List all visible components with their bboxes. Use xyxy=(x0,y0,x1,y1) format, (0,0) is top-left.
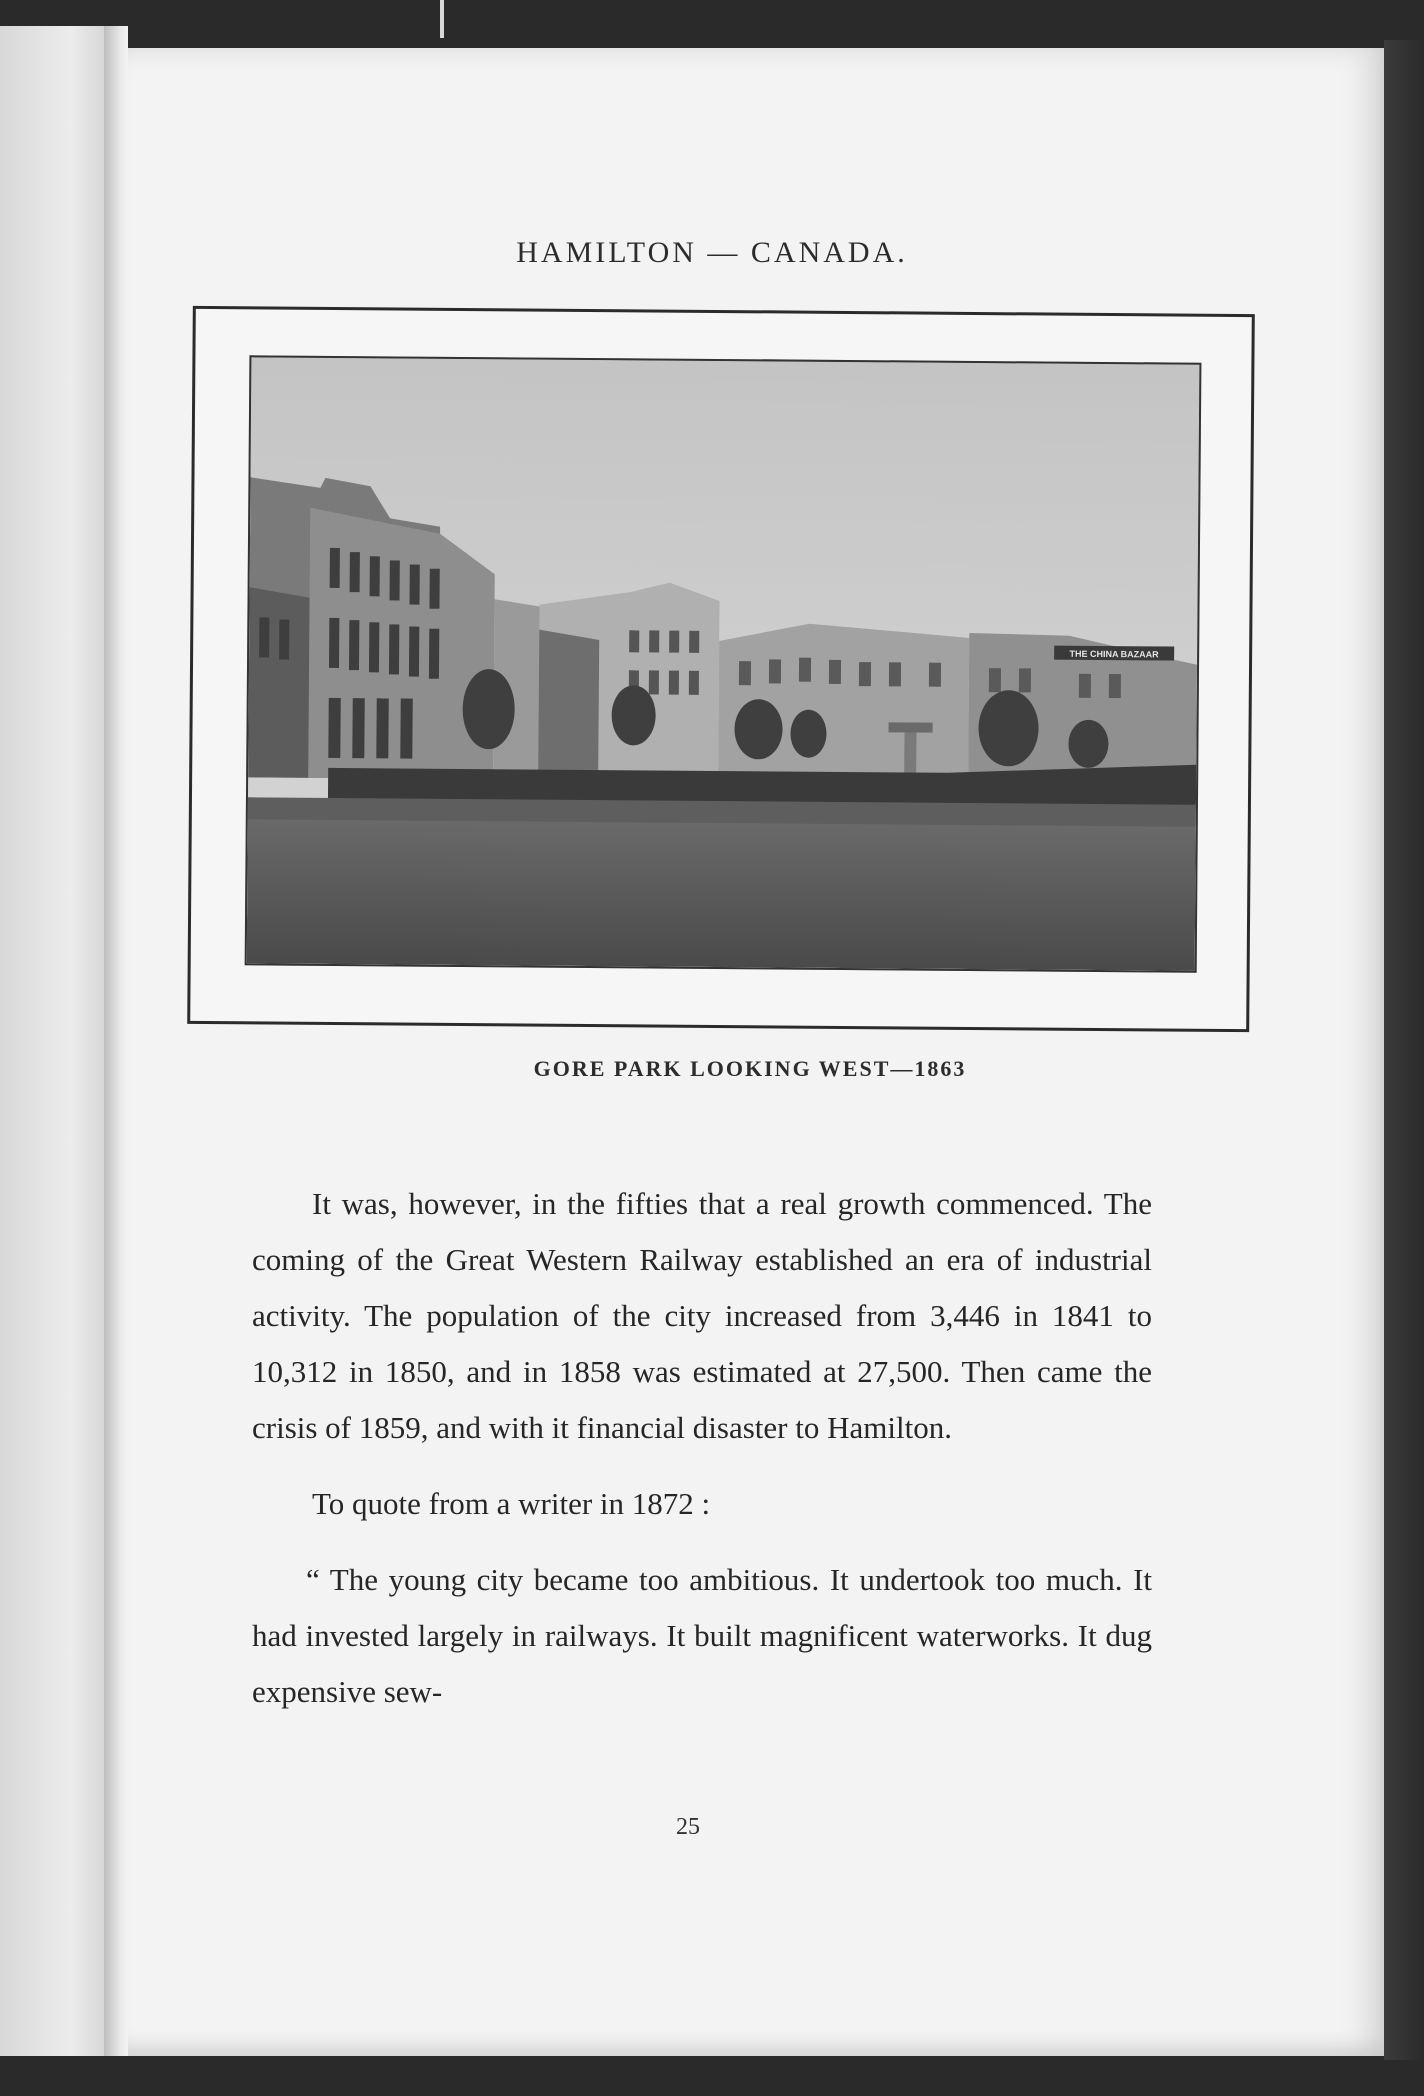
paragraph-1: It was, however, in the fifties that a real growth commenced. The coming of the Great Western Railway established an era of industrial activity. The population of the city increased from 3,446 in 1841 to 10,312 in 1850, and in 1858 was estimated at 27,500. Then came the crisis of 1859, and with it financial disaster to Hamilton. xyxy=(252,1186,1152,1445)
body-text xyxy=(252,1176,1152,1740)
book-gutter xyxy=(104,26,128,2056)
paragraph-quote: “ The young city became too ambitious. It undertook too much. It had invested largely in railways. It built magnificent waterworks. It dug expensive sew- xyxy=(252,1562,1152,1709)
photo-border xyxy=(245,355,1202,972)
running-head: HAMILTON — CANADA. xyxy=(516,236,908,269)
page-number: 25 xyxy=(676,1814,700,1840)
figure-caption: GORE PARK LOOKING WEST—1863 xyxy=(533,1056,967,1081)
paragraph-2: To quote from a writer in 1872 : xyxy=(312,1486,711,1521)
gore-park-photo xyxy=(247,357,1200,970)
photo-frame xyxy=(187,306,1255,1032)
facing-page-edge xyxy=(0,26,118,2056)
china-bazaar-sign: THE CHINA BAZAAR xyxy=(1069,648,1159,660)
book-cover-edge xyxy=(1384,40,1424,2060)
cover-tick xyxy=(440,0,444,38)
